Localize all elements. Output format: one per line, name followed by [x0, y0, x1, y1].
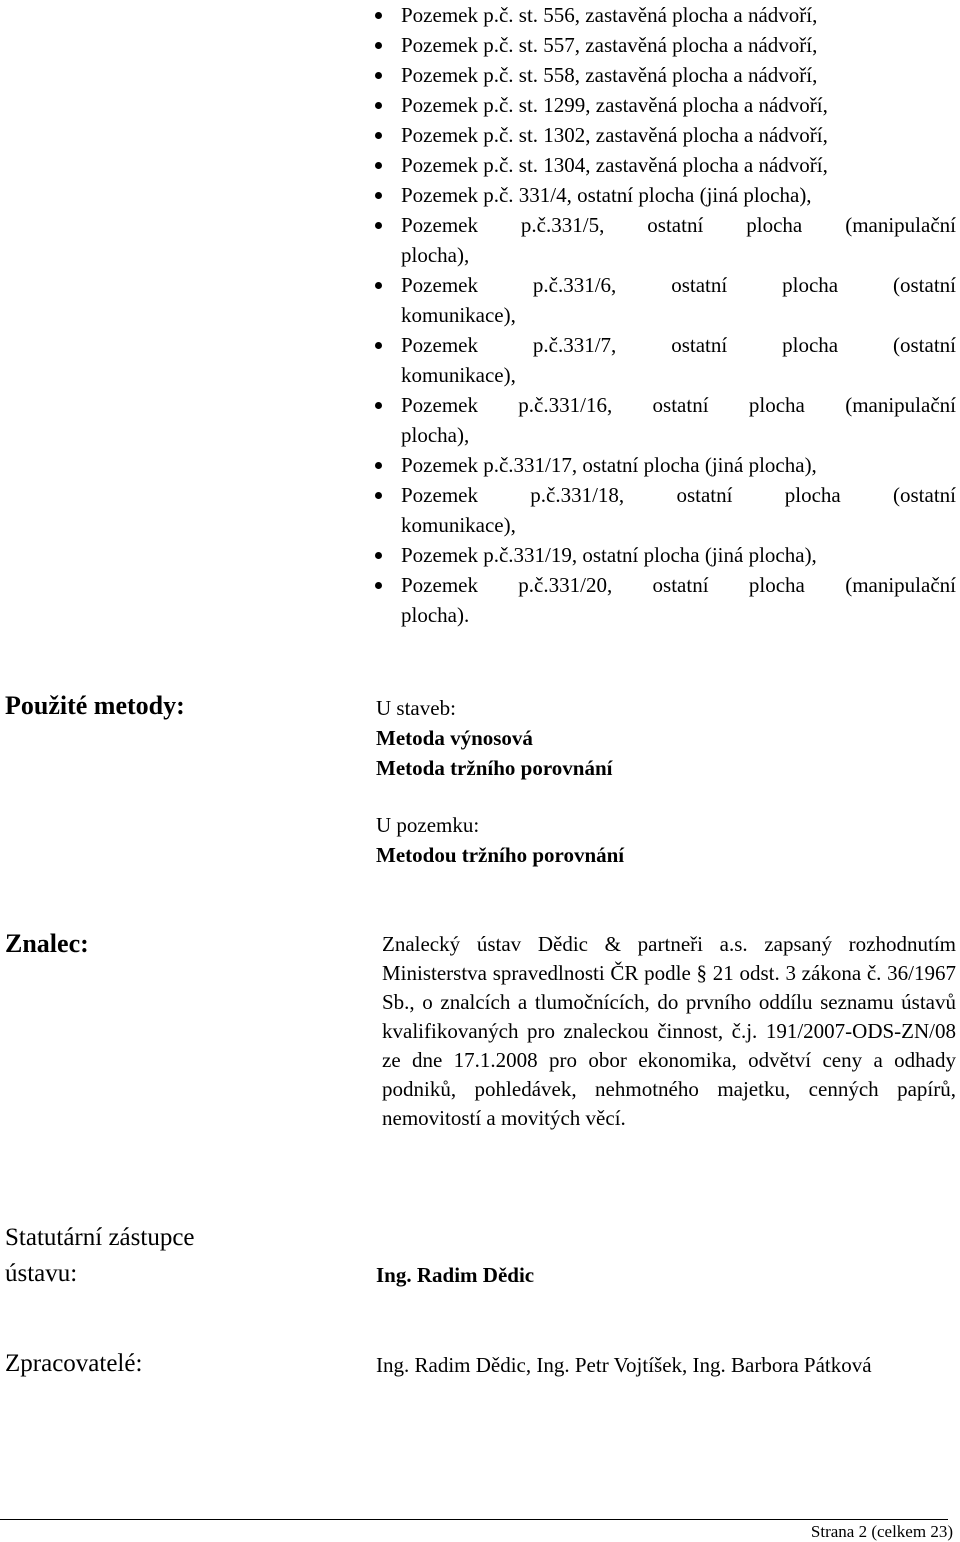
plot-item-text: Pozemek p.č.331/16, ostatní plocha (manipulační [401, 393, 956, 417]
plot-list [401, 0, 956, 630]
bullet-icon [375, 402, 382, 409]
bullet-icon [375, 282, 382, 289]
methods-land-label: U pozemku: [376, 813, 480, 837]
bullet-icon [375, 72, 382, 79]
bullet-icon [375, 132, 382, 139]
representative-heading-2: ústavu: [5, 1260, 78, 1287]
plot-item [401, 60, 956, 90]
bullet-icon [375, 492, 382, 499]
bullet-icon [375, 162, 382, 169]
plot-item-text: Pozemek p.č. st. 1299, zastavěná plocha a nádvoří, [401, 93, 828, 117]
methods-land-method: Metodou tržního porovnání [376, 843, 625, 867]
bullet-icon [375, 582, 382, 589]
footer-divider [0, 1519, 948, 1520]
plot-item-text: Pozemek p.č. st. 1304, zastavěná plocha a nádvoří, [401, 153, 828, 177]
processors-names: Ing. Radim Dědic, Ing. Petr Vojtíšek, Ing. Barbora Pátková [376, 1353, 872, 1377]
bullet-icon [375, 42, 382, 49]
plot-item-text: Pozemek p.č.331/19, ostatní plocha (jiná plocha), [401, 543, 817, 567]
plot-item-text: Pozemek p.č. st. 556, zastavěná plocha a nádvoří, [401, 3, 818, 27]
methods-buildings-method-1: Metoda výnosová [376, 726, 533, 750]
plot-item-text: Pozemek p.č.331/7, ostatní plocha (ostatní [401, 333, 956, 357]
bullet-icon [375, 342, 382, 349]
plot-item-text-cont: komunikace), [401, 363, 516, 387]
plot-item [401, 390, 956, 450]
plot-item-text: Pozemek p.č. st. 557, zastavěná plocha a nádvoří, [401, 33, 818, 57]
page-number: Strana 2 (celkem 23) [810, 1522, 953, 1541]
plot-item [401, 30, 956, 60]
plot-item [401, 570, 956, 630]
plot-item [401, 180, 956, 210]
bullet-icon [375, 222, 382, 229]
plot-item-text: Pozemek p.č. 331/4, ostatní plocha (jiná plocha), [401, 183, 812, 207]
plot-item [401, 90, 956, 120]
plot-item-text-cont: plocha), [401, 243, 470, 267]
plot-item [401, 120, 956, 150]
plot-item [401, 540, 956, 570]
bullet-icon [375, 192, 382, 199]
plot-item [401, 0, 956, 30]
expert-description: Znalecký ústav Dědic & partneři a.s. zapsaný rozhodnutím Ministerstva spravedlnosti ČR podle § 21 odst. 3 zákona č. 36/1967 Sb., o znalcích a tlumočnících, do prvního oddílu seznamu ústavů kvalifikovaných pro znaleckou činnost, č.j. 191/2007-ODS-ZN/08 ze dne 17.1.2008 pro obor ekonomika, odvětví ceny a odhady podniků, pohledávek, nehmotného majetku, cenných papírů, nemovitostí a movitých věcí. [382, 932, 956, 1130]
plot-item [401, 270, 956, 330]
plot-item-text: Pozemek p.č. st. 1302, zastavěná plocha a nádvoří, [401, 123, 828, 147]
methods-buildings-method-2: Metoda tržního porovnání [376, 756, 613, 780]
plot-item-text: Pozemek p.č.331/17, ostatní plocha (jiná plocha), [401, 453, 817, 477]
plot-item [401, 210, 956, 270]
plot-item-text-cont: plocha), [401, 423, 470, 447]
plot-item-text-cont: komunikace), [401, 513, 516, 537]
plot-item [401, 480, 956, 540]
plot-item [401, 450, 956, 480]
plot-item-text-cont: komunikace), [401, 303, 516, 327]
plot-item-text: Pozemek p.č.331/18, ostatní plocha (ostatní [401, 483, 956, 507]
bullet-icon [375, 552, 382, 559]
plot-item-text-cont: plocha). [401, 603, 470, 627]
methods-buildings-label: U staveb: [376, 696, 456, 720]
bullet-icon [375, 462, 382, 469]
methods-heading: Použité metody: [5, 691, 185, 720]
plot-item-text: Pozemek p.č. st. 558, zastavěná plocha a nádvoří, [401, 63, 818, 87]
bullet-icon [375, 102, 382, 109]
plot-item [401, 330, 956, 390]
plot-item-text: Pozemek p.č.331/20, ostatní plocha (manipulační [401, 573, 956, 597]
expert-heading: Znalec: [5, 929, 89, 958]
plot-item-text: Pozemek p.č.331/6, ostatní plocha (ostatní [401, 273, 956, 297]
representative-heading-1: Statutární zástupce [5, 1224, 195, 1251]
plot-item [401, 150, 956, 180]
plot-item-text: Pozemek p.č.331/5, ostatní plocha (manipulační [401, 213, 956, 237]
processors-heading: Zpracovatelé: [5, 1350, 143, 1377]
representative-name: Ing. Radim Dědic [376, 1263, 535, 1287]
bullet-icon [375, 12, 382, 19]
